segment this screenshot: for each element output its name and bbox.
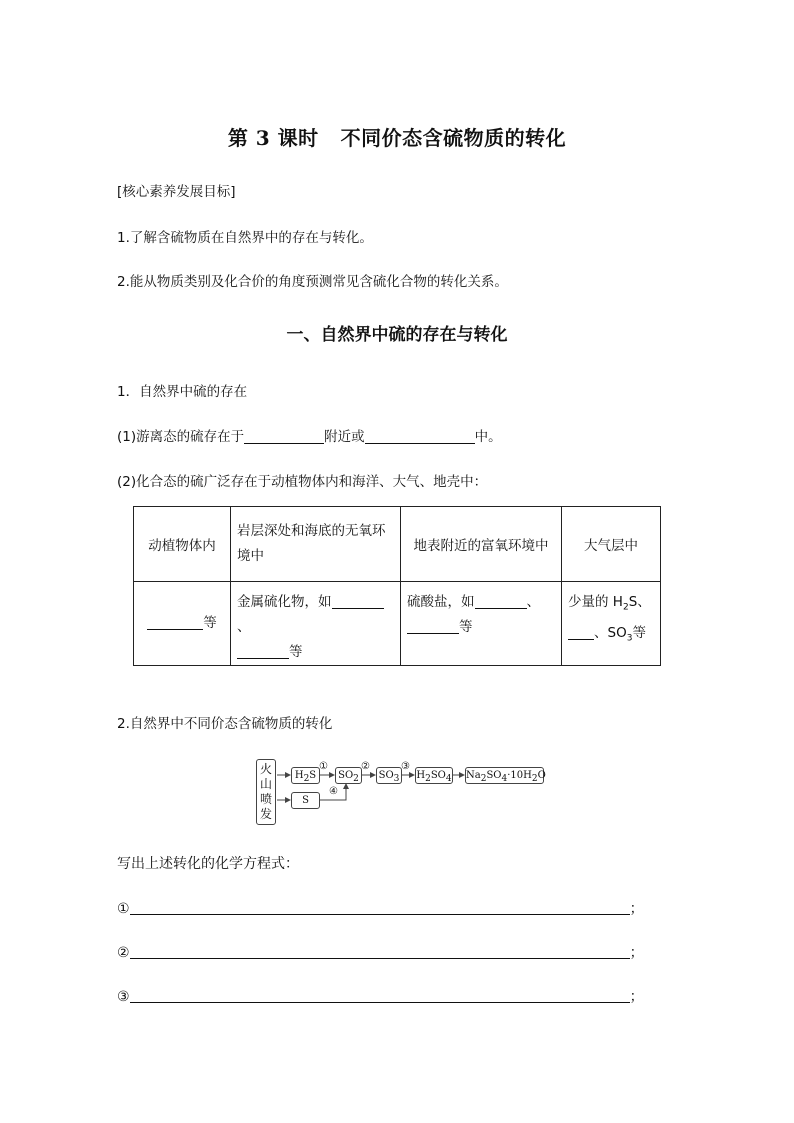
answer-blank[interactable] (407, 619, 459, 634)
table-header-cell: 动植物体内 (134, 507, 231, 582)
table-header-cell: 地表附近的富氧环境中 (401, 507, 562, 582)
answer-blank[interactable] (237, 644, 289, 659)
step-2-label: ② (361, 761, 370, 772)
step-3-label: ③ (401, 761, 410, 772)
step-4-label: ④ (329, 786, 338, 797)
answer-blank[interactable] (244, 429, 324, 444)
page-title (0, 122, 794, 151)
sulfur-conversion-diagram (254, 757, 554, 823)
volcano-box: 火 山 喷 发 (256, 759, 276, 825)
h2s-box: $H_2S$ (291, 767, 320, 784)
equation-1-line: ① ； (117, 901, 644, 917)
item-1-heading: 1．自然界中硫的存在 (117, 384, 248, 400)
write-prompt: 写出上述转化的化学方程式： (117, 856, 299, 872)
title-topic: 不同价态含硫物质的转化 (340, 126, 567, 150)
title-lesson: 第 3 课时 (227, 126, 319, 150)
answer-blank[interactable] (365, 429, 475, 444)
sulfur-box: S (291, 792, 320, 809)
free-sulfur-line: (1)游离态的硫存在于 附近或 中。 (117, 429, 502, 445)
equation-blank[interactable] (130, 944, 630, 959)
so3-box: $SO_3$ (376, 767, 402, 784)
table-row (134, 582, 661, 666)
table-header-row (134, 507, 661, 582)
section-title: 一、自然界中硫的存在与转化 (286, 325, 508, 345)
h2so4-box: $H_2SO_4$ (415, 767, 453, 784)
answer-blank[interactable] (332, 594, 384, 609)
answer-blank[interactable] (147, 615, 203, 630)
combined-sulfur-line: (2)化合态的硫广泛存在于动植物体内和海洋、大气、地壳中： (117, 474, 488, 490)
item-2-heading: 2.自然界中不同价态含硫物质的转化 (117, 716, 333, 732)
equation-2-line: ② ； (117, 945, 644, 961)
equation-blank[interactable] (130, 900, 630, 915)
answer-blank[interactable] (568, 625, 594, 640)
answer-blank[interactable] (475, 594, 527, 609)
table-header-cell: 大气层中 (562, 507, 661, 582)
step-1-label: ① (319, 761, 328, 772)
table-cell: 硫酸盐，如 、 等 (401, 582, 562, 666)
table-cell: 金属硫化物，如、 等 (231, 582, 401, 666)
table-cell: 等 (134, 582, 231, 666)
glauber-salt-box: $Na_2SO_4\cdot 10H_2O$ (465, 767, 544, 784)
table-cell: 少量的 $H_2S$、 、$SO_3$等 (562, 582, 661, 666)
goals-heading: [核心素养发展目标] (117, 184, 236, 200)
equation-3-line: ③ ； (117, 989, 644, 1005)
equation-blank[interactable] (130, 988, 630, 1003)
goal-2: 2.能从物质类别及化合价的角度预测常见含硫化合物的转化关系。 (117, 274, 508, 290)
so2-box: $SO_2$ (335, 767, 362, 784)
sulfur-distribution-table (133, 506, 661, 666)
table-header-cell: 岩层深处和海底的无氧环境中 (231, 507, 401, 582)
goal-1: 1.了解含硫物质在自然界中的存在与转化。 (117, 230, 373, 246)
